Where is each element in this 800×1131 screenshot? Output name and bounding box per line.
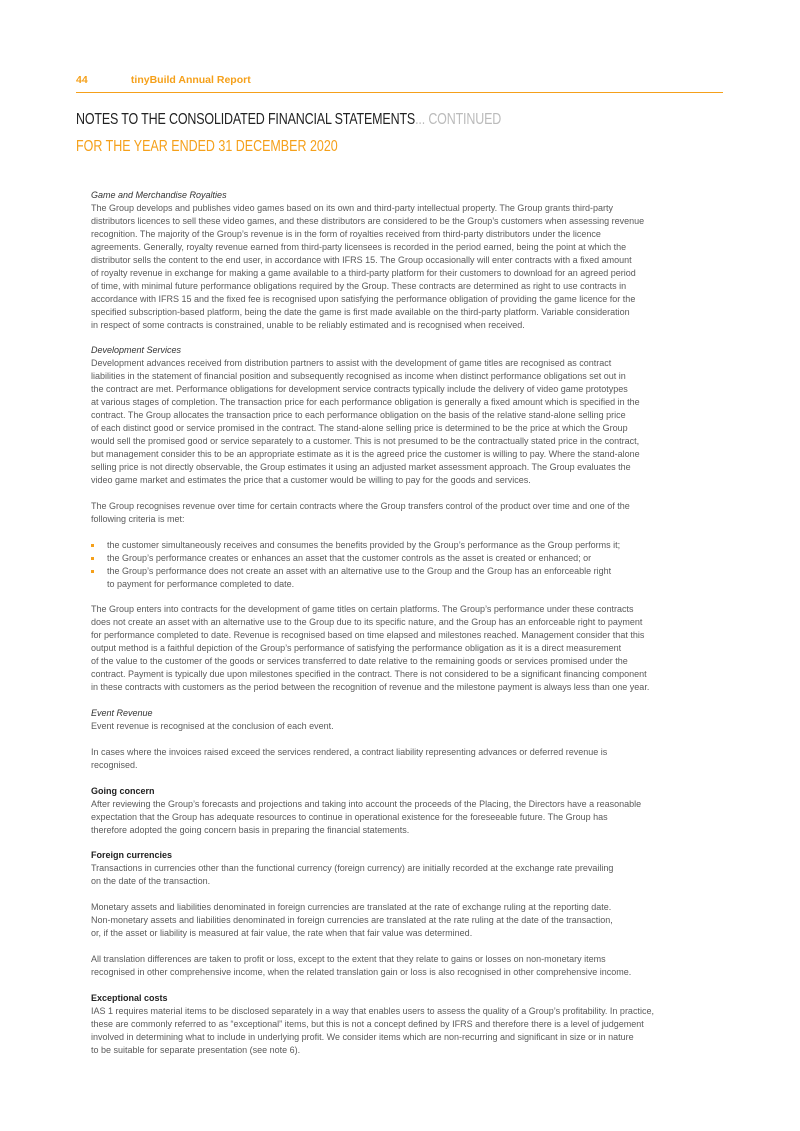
text-line: liabilities in the statement of financial position and subsequently recognised as income when distinct performance obligations set out in (91, 371, 626, 382)
text-line: After reviewing the Group’s forecasts and projections and taking into account the proceeds of the Placing, the Directors have a reasonable (91, 798, 642, 809)
section (91, 344, 731, 694)
text-line: therefore adopted the going concern basis in preparing the financial statements. (91, 824, 410, 835)
text-line: but management consider this to be an appropriate estimate as it is the agreed price the customer is willing to pay. Where the stand-alone (91, 449, 640, 460)
paragraph (91, 901, 731, 940)
text-line: accordance with IFRS 15 and the fixed fee is recognised upon satisfying the performance obligation of providing the game licence for the (91, 293, 636, 304)
section-heading: Exceptional costs (91, 992, 168, 1003)
paragraph (91, 357, 731, 487)
section (91, 785, 731, 837)
text-line: recognised in other comprehensive income, when the related translation gain or loss is also recognised in other comprehensive income. (91, 967, 632, 978)
text-line: output method is a faithful depiction of the Group’s performance of satisfying the performance obligation as it is a direct measurement (91, 643, 622, 654)
text-line: in respect of some contracts is constrained, unable to be reliably estimated and is recognised when received. (91, 319, 525, 330)
text-line: these are commonly referred to as “exceptional” items, but this is not a concept defined by IFRS and therefore there is a level of judgement (91, 1018, 644, 1029)
text-line: Monetary assets and liabilities denominated in foreign currencies are translated at the rate of exchange ruling at the reporting date. (91, 902, 612, 913)
paragraph (91, 720, 731, 733)
text-line: the contract are met. Performance obligations for development service contracts typically include the delivery of video game prototypes (91, 384, 628, 395)
bullet-item (91, 552, 731, 565)
text-line: contract. The Group allocates the transaction price to each performance obligation on the basis of the relative stand-alone selling price (91, 410, 626, 421)
paragraph (91, 500, 731, 526)
running-header (76, 74, 251, 86)
text-line: would sell the promised good or service separately to a customer. This is not presumed to be the contractually stated price in the contract, (91, 436, 640, 447)
text-line: the Group’s performance creates or enhances an asset that the customer controls as the asset is created or enhanced; or (107, 552, 592, 563)
text-line: contract. Payment is typically due upon milestones specified in the contract. There is not considered to be a significant financing component (91, 669, 647, 680)
text-line: involved in determining what to include in underlying profit. We consider items which are non-recurring and significant in size or in nature (91, 1031, 634, 1042)
text-line: Development advances received from distribution partners to assist with the development of game titles are recognised as contract (91, 358, 612, 369)
bullet-icon (91, 570, 94, 573)
page-title-continued: ... CONTINUED (415, 111, 502, 128)
section (91, 992, 731, 1057)
text-line: or, if the asset or liability is measured at fair value, the rate when that fair value was determined. (91, 928, 473, 939)
text-line: The Group recognises revenue over time for certain contracts where the Group transfers control of the product over time and one of the (91, 500, 630, 511)
text-line: to payment for performance completed to date. (107, 578, 295, 589)
section-heading: Foreign currencies (91, 850, 173, 861)
section-heading: Development Services (91, 345, 182, 356)
text-line: specified subscription-based platform, being the date the game is first made available on the third-party platform. Variable consideration (91, 306, 630, 317)
paragraph (91, 862, 731, 888)
section (91, 707, 731, 772)
text-line: does not create an asset with an alternative use to the Group due to its specific nature, and the Group has an enforceable right to payment (91, 617, 643, 628)
paragraph (91, 798, 731, 837)
text-line: the customer simultaneously receives and consumes the benefits provided by the Group’s performance as the Group performs it; (107, 539, 621, 550)
page-title-main: NOTES TO THE CONSOLIDATED FINANCIAL STATEMENTS (76, 111, 416, 128)
text-line: distributor sells the content to the end user, in accordance with IFRS 15. The Group occasionally will enter contracts with a fixed amount (91, 254, 632, 265)
section-heading: Going concern (91, 785, 155, 796)
text-line: expectation that the Group has adequate resources to continue in operational existence for the foreseeable future. The Group has (91, 811, 608, 822)
bullet-icon (91, 557, 94, 560)
bullet-list (91, 539, 731, 591)
text-line: IAS 1 requires material items to be disclosed separately in a way that enables users to assess the quality of a Group’s profitability. In practice, (91, 1005, 654, 1016)
text-line: following criteria is met: (91, 513, 185, 524)
text-line: video game market and estimates the price that a customer would be willing to pay for the goods and services. (91, 474, 531, 485)
text-line: recognised. (91, 759, 138, 770)
report-title: tinyBuild Annual Report (130, 74, 251, 86)
text-line: Non-monetary assets and liabilities denominated in foreign currencies are translated at the rate ruling at the date of the transaction, (91, 915, 613, 926)
page-number: 44 (76, 74, 88, 86)
text-line: the Group’s performance does not create an asset with an alternative use to the Group and the Group has an enforceable right (107, 565, 612, 576)
text-line: The Group develops and publishes video games based on its own and third-party intellectual property. The Group grants third-party (91, 202, 613, 213)
text-line: selling price is not directly observable, the Group estimates it using an adjusted market assessment approach. The Group evaluates the (91, 462, 631, 472)
bullet-item (91, 539, 731, 552)
paragraph (91, 1005, 731, 1057)
text-line: of royalty revenue in exchange for making a game available to a third-party platform for their customers to download for an agreed period (91, 267, 636, 278)
text-line: of time, with minimal future performance obligations required by the Group. These contracts are determined as right to use contracts in (91, 280, 627, 291)
text-line: All translation differences are taken to profit or loss, except to the extent that they relate to gains or losses on non-monetary items (91, 954, 606, 965)
text-line: of each distinct good or service promised in the contract. The stand-alone selling price is determined to be the price at which the Group (91, 423, 628, 434)
text-line: on the date of the transaction. (91, 876, 211, 887)
text-line: for performance completed to date. Revenue is recognised based on time elapsed and milestones reached. Management consider that this (91, 630, 645, 641)
bullet-icon (91, 544, 94, 547)
text-line: agreements. Generally, royalty revenue earned from third-party licensees is recorded in the period earned, being the point at which the (91, 241, 627, 252)
text-line: Event revenue is recognised at the conclusion of each event. (91, 721, 334, 731)
text-line: recognition. The majority of the Group’s revenue is in the form of royalties received from third-party distributors under the licence (91, 228, 601, 239)
paragraph (91, 603, 731, 694)
text-line: distributors licences to sell these video games, and these distributors are considered to be the Group’s customers when assessing revenue (91, 215, 645, 226)
text-line: Transactions in currencies other than the functional currency (foreign currency) are initially recorded at the exchange rate prevailing (91, 863, 614, 874)
text-line: of the value to the customer of the goods or services transferred to date relative to the remaining goods or services promised under the (91, 656, 628, 667)
bullet-item (91, 565, 731, 591)
section (91, 189, 731, 331)
paragraph (91, 746, 731, 772)
paragraph (91, 202, 731, 332)
text-line: The Group enters into contracts for the development of game titles on certain platforms. The Group’s performance under these contracts (91, 604, 634, 615)
paragraph (91, 953, 731, 979)
text-line: at various stages of completion. The transaction price for each performance obligation is generally a fixed amount which is specified in the (91, 397, 640, 408)
text-line: in these contracts with customers as the period between the recognition of revenue and the milestone payment is always less than one year. (91, 682, 650, 693)
page-subtitle: FOR THE YEAR ENDED 31 DECEMBER 2020 (76, 138, 338, 155)
section (91, 849, 731, 979)
section-heading: Game and Merchandise Royalties (91, 190, 227, 200)
header-divider (76, 92, 723, 93)
document-body (91, 189, 731, 1070)
text-line: to be suitable for separate presentation (see note 6). (91, 1044, 301, 1055)
text-line: In cases where the invoices raised exceed the services rendered, a contract liability representing advances or deferred revenue is (91, 746, 608, 757)
page-title (76, 111, 501, 129)
section-heading: Event Revenue (91, 708, 153, 719)
